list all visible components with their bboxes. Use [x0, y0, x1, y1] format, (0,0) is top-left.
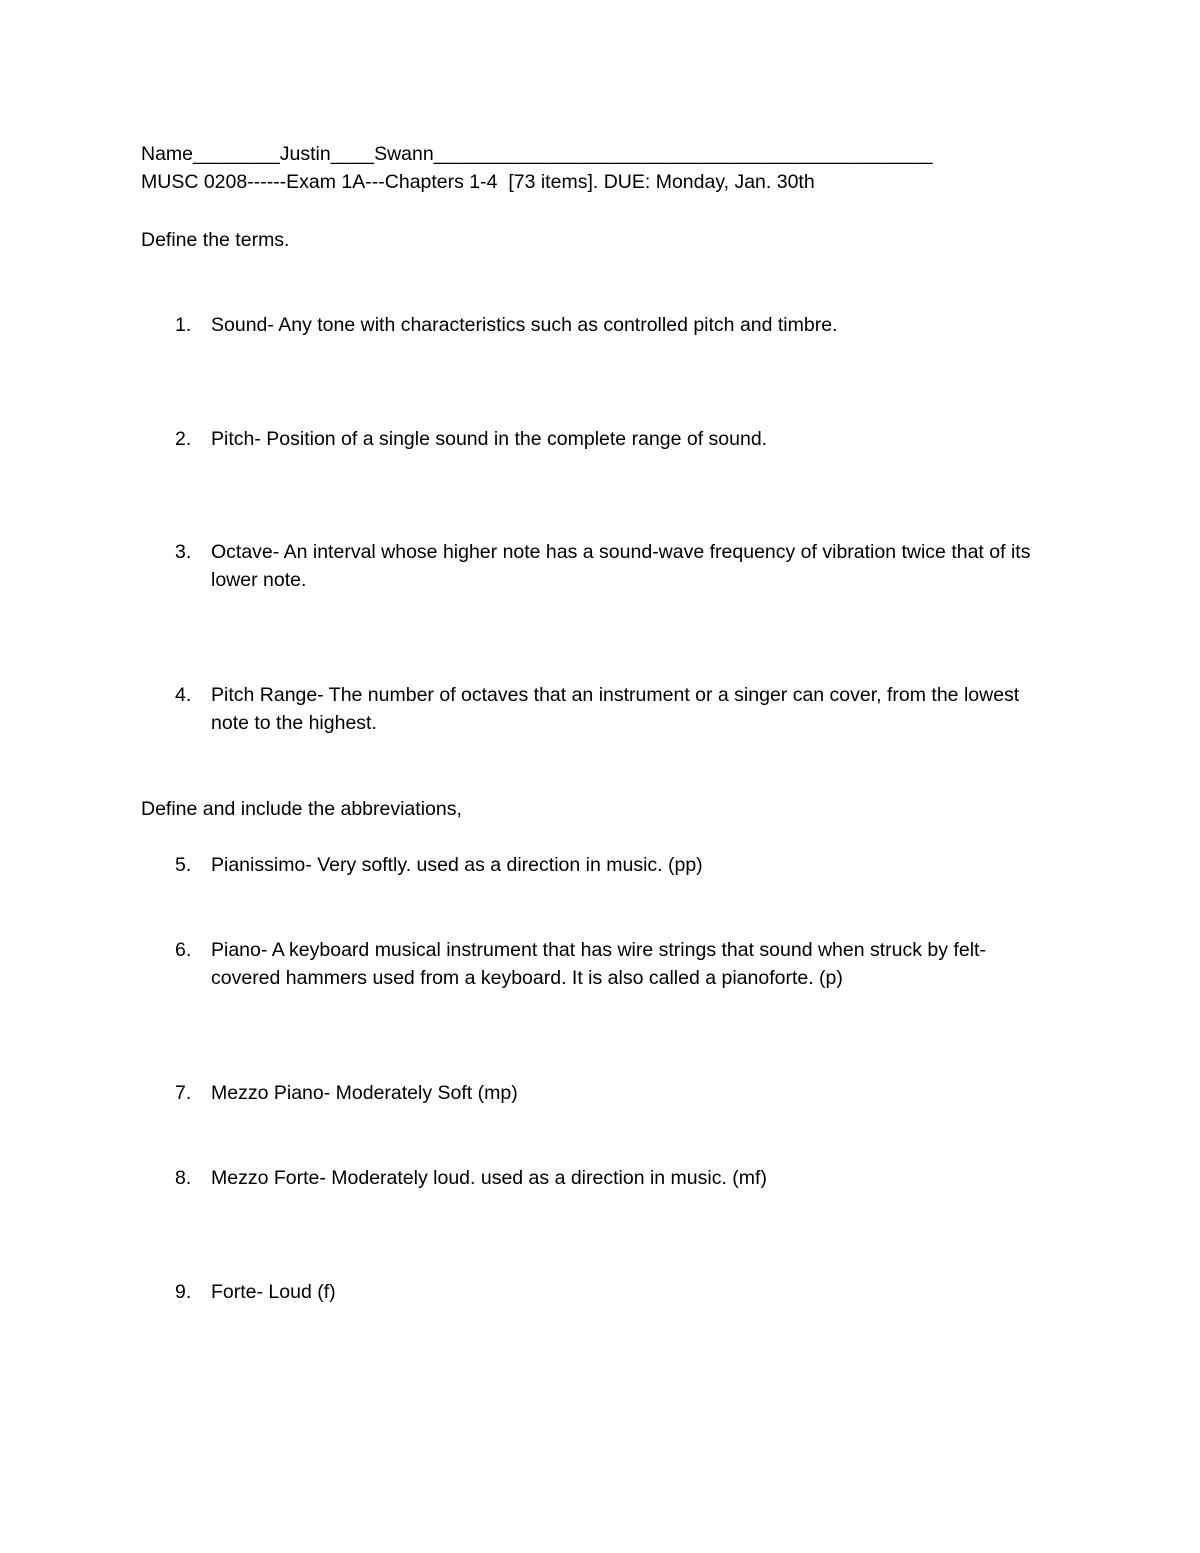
- item-number: 9.: [175, 1281, 192, 1303]
- item-text: Mezzo Forte- Moderately loud. used as a direction in music. (mf): [211, 1167, 767, 1189]
- item-text: Sound- Any tone with characteristics such as controlled pitch and timbre.: [211, 314, 838, 336]
- item-number: 2.: [175, 428, 192, 450]
- item-text: Forte- Loud (f): [211, 1281, 336, 1303]
- course-line: MUSC 0208------Exam 1A---Chapters 1-4 [73 items]. DUE: Monday, Jan. 30th: [141, 171, 815, 193]
- item-number: 3.: [175, 541, 192, 563]
- item-number: 7.: [175, 1082, 192, 1104]
- name-line: Name________Justin____Swann______________________________________________: [141, 143, 933, 165]
- section-1-instruction: Define the terms.: [141, 229, 290, 251]
- item-number: 6.: [175, 939, 192, 961]
- item-text: Pitch- Position of a single sound in the complete range of sound.: [211, 428, 768, 450]
- item-text: Mezzo Piano- Moderately Soft (mp): [211, 1082, 518, 1104]
- item-text: Octave- An interval whose higher note has a sound-wave frequency of vibration twice that of its lower note.: [211, 541, 1031, 591]
- item-number: 5.: [175, 854, 192, 876]
- section-2-instruction: Define and include the abbreviations,: [141, 798, 462, 820]
- item-text: Pitch Range- The number of octaves that an instrument or a singer can cover, from the lowest note to the highest.: [211, 684, 1020, 734]
- item-text: Piano- A keyboard musical instrument that has wire strings that sound when struck by felt-covered hammers used from a keyboard. It is also called a pianoforte. (p): [211, 939, 986, 989]
- item-number: 4.: [175, 684, 192, 706]
- item-text: Pianissimo- Very softly. used as a direction in music. (pp): [211, 854, 703, 876]
- item-number: 1.: [175, 314, 192, 336]
- item-number: 8.: [175, 1167, 192, 1189]
